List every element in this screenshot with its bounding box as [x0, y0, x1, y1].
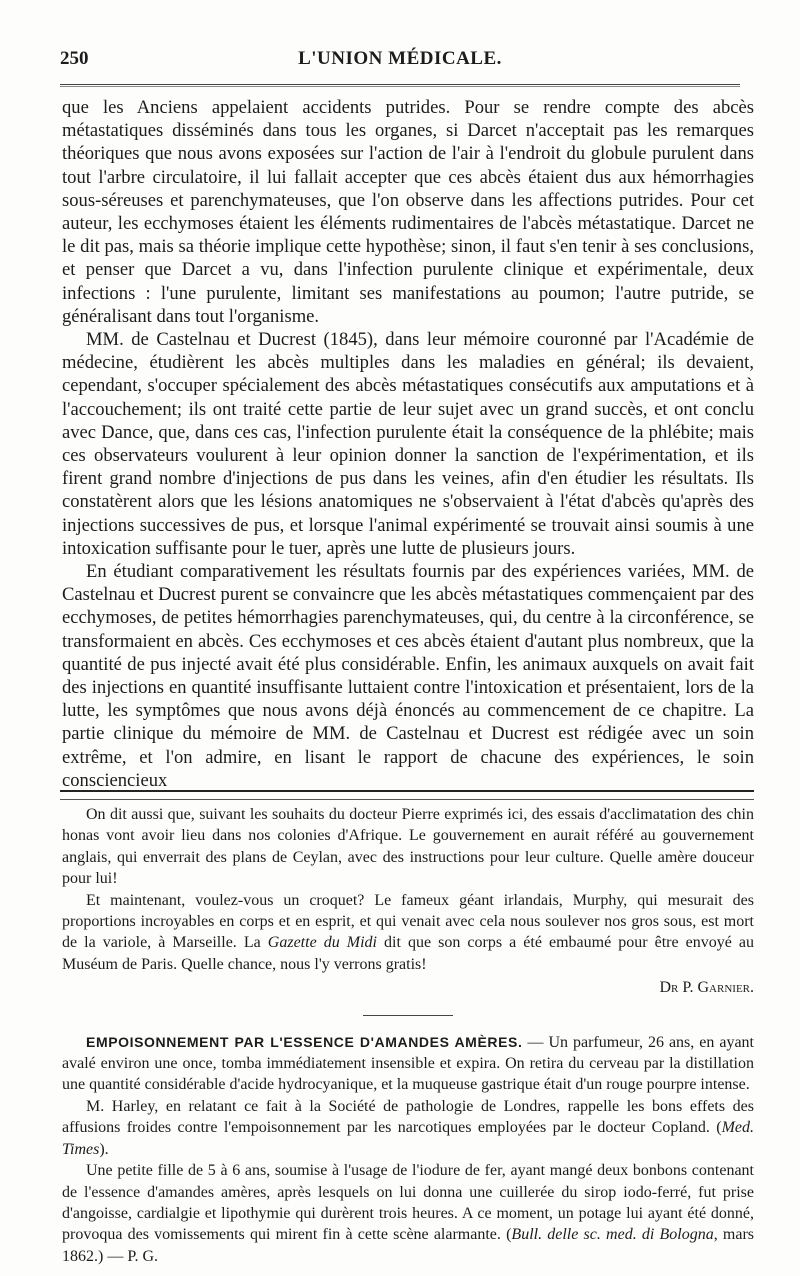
page-header [60, 48, 740, 78]
rubric-heading: EMPOISONNEMENT PAR L'ESSENCE D'AMANDES AMÈRES. [86, 1033, 523, 1050]
note-paragraph-2 [62, 890, 754, 976]
note-paragraph-3 [62, 1032, 754, 1096]
feuilleton-separator [60, 790, 754, 800]
page-number: 250 [60, 48, 89, 69]
note-5-text-b: , mars 1862.) — P. G. [62, 1226, 754, 1265]
header-rule [60, 84, 740, 85]
note-3-body: — Un parfumeur, 26 ans, en ayant avalé environ une once, tomba immédiatement insensible et expira. On retira du cerveau par la distillation une quantité considérable d'acide hydrocyanique, et la muqueuse gastrique était d'un rouge pourpre intense. [62, 1033, 754, 1094]
note-2-italic: Gazette du Midi [267, 934, 377, 952]
note-4-italic: Med. Times [62, 1119, 754, 1158]
main-paragraph-3: En étudiant comparativement les résultats fournis par des expériences variées, MM. de Castelnau et Ducrest purent se convaincre que les abcès métastatiques commençaient par des ecchymoses, de petites hémorrhagies parenchymateuses, qui, du centre à la circonférence, se transformaient en abcès. Ces ecchymoses et ces abcès étaient d'autant plus nombreux, que la quantité de pus injecté avait été plus considérable. Enfin, les animaux auxquels on avait fait des injections en quantité insuffisante luttaient contre l'intoxication et présentaient, lors de la lutte, les symptômes que nous avons déjà énoncés au commencement de ce chapitre. La partie clinique du mémoire de MM. de Castelnau et Ducrest est rédigée avec un soin extrême, et l'on admire, en lisant le rapport de chacune des expériences, le soin consciencieux [62, 561, 754, 791]
note-2-text-a: Et maintenant, voulez-vous un croquet? Le fameux géant irlandais, Murphy, qui mesurait des proportions incroyables en corps et en esprit, et qui venait avec cela nous soulever nos gros sous, est mort de la variole, à Marseille. La [62, 891, 754, 952]
note-4-text-b: ). [99, 1140, 109, 1158]
note-paragraph-1: On dit aussi que, suivant les souhaits du docteur Pierre exprimés ici, des essais d'acclimatation des chin honas vont avoir lieu dans nos colonies d'Afrique. Le gouvernement en aurait référé au gouvernement anglais, qui enverrait des plans de Ceylan, avec des instructions pour leur culture. Quelle amère douceur pour lui! [62, 806, 754, 888]
note-4-text-a: M. Harley, en relatant ce fait à la Société de pathologie de Londres, rappelle les bons effets des affusions froides contre l'empoisonnement par les narcotiques employées par le docteur Copland. ( [62, 1097, 754, 1137]
note-2-text-b: dit que son corps a été embaumé pour être envoyé au Muséum de Paris. Quelle chance, nous l'y verrons gratis! [62, 934, 755, 973]
short-divider [363, 1015, 453, 1016]
main-paragraph-2: MM. de Castelnau et Ducrest (1845), dans leur mémoire couronné par l'Académie de médecine, étudièrent les abcès multiples dans les maladies en général; ils devaient, cependant, s'occuper spécialement des abcès métastatiques consécutifs aux amputations et à l'accouchement; ils ont traité cette partie de leur sujet avec un grand succès, et ont conclu avec Dance, que, dans ces cas, l'infection purulente était la conséquence de la phlébite; mais ces observateurs voulurent à leur opinion donner la sanction de l'expérimentation, et ils firent grand nombre d'injections de pus dans les veines, afin d'en étudier les résultats. Ils constatèrent alors que les lésions anatomiques ne s'observaient à l'état d'abcès qu'après des injections successives de pus, et lorsque l'animal expérimenté se trouvait ainsi soumis à une intoxication suffisante pour le tuer, après une lutte de plusieurs jours. [62, 329, 754, 559]
notes-section [62, 804, 754, 1267]
signature: Dr P. Garnier. [659, 979, 754, 997]
header-rule-secondary [60, 86, 740, 87]
note-paragraph-4 [62, 1096, 754, 1160]
running-title: L'UNION MÉDICALE. [298, 48, 502, 69]
main-paragraph-1: que les Anciens appelaient accidents putrides. Pour se rendre compte des abcès métastatiques disséminés dans tous les organes, si Darcet n'acceptait pas les remarques théoriques que nous avons exposées sur l'action de l'air à l'endroit du globule purulent dans tout l'arbre circulatoire, il lui fallait accepter que ces abcès étaient dus aux hémorrhagies sous-séreuses et parenchymateuses, que l'on observe dans les affections putrides. Pour cet auteur, les ecchymoses étaient les éléments rudimentaires de l'abcès métastatique. Darcet ne le dit pas, mais sa théorie implique cette hypothèse; sinon, il faut s'en tenir à ses conclusions, et penser que Darcet a vu, dans l'infection purulente clinique et expérimentale, deux infections : l'une purulente, limitant ses manifestations au poumon; l'autre putride, se généralisant dans tout l'organisme. [62, 97, 754, 327]
note-paragraph-5 [62, 1160, 754, 1267]
note-5-italic: Bull. delle sc. med. di Bologna [511, 1226, 714, 1244]
main-text [62, 96, 754, 792]
note-5-text-a: Une petite fille de 5 à 6 ans, soumise à l'usage de l'iodure de fer, ayant mangé deux bonbons contenant de l'essence d'amandes amères, après lesquels on lui donna une cuillerée du sirop iodo-ferré, fut prise d'angoisse, cardialgie et lipothymie qui durèrent trois heures. A ce moment, un potage lui ayant été donné, provoqua des vomissements qui mirent fin à cette scène alarmante. ( [62, 1162, 754, 1244]
